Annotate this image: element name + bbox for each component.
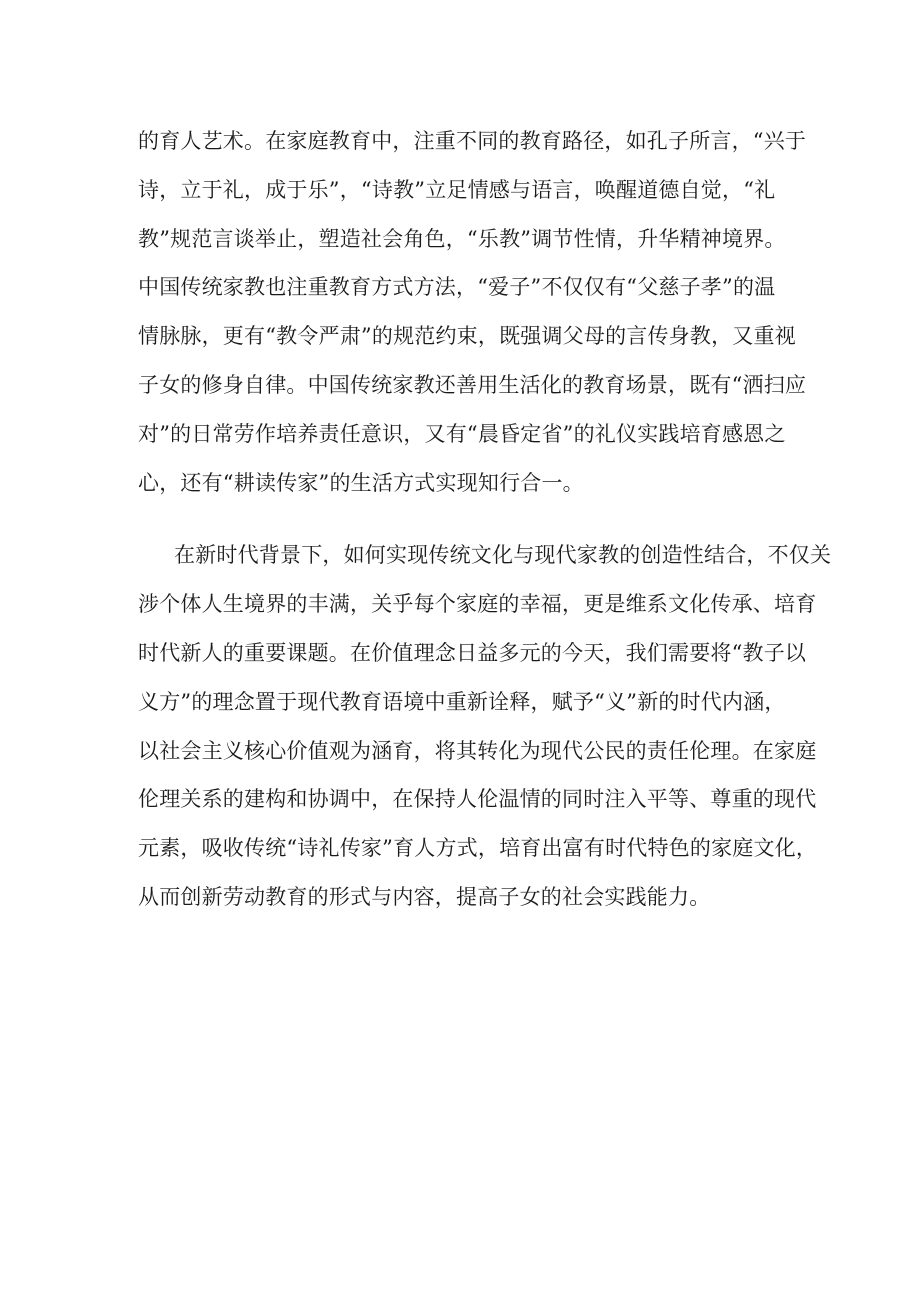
text-line: 子女的修身自律。中国传统家教还善用生活化的教育场景，既有“洒扫应 bbox=[138, 372, 807, 397]
text-line: 元素，吸收传统“诗礼传家”育人方式，培育出富有时代特色的家庭文化， bbox=[138, 836, 818, 861]
text-line: 涉个体人生境界的丰满，关乎每个家庭的幸福，更是维系文化传承、培育 bbox=[138, 592, 817, 617]
text-line-indented: 在新时代背景下，如何实现传统文化与现代家教的创造性结合，不仅关 bbox=[174, 543, 832, 568]
paragraph-1 bbox=[138, 117, 807, 507]
text-line: 教”规范言谈举止，塑造社会角色，“乐教”调节性情，升华精神境界。 bbox=[138, 226, 786, 251]
paragraph-2 bbox=[138, 531, 832, 921]
document-body bbox=[138, 117, 832, 922]
text-line: 时代新人的重要课题。在价值理念日益多元的今天，我们需要将“教子以 bbox=[138, 640, 807, 665]
text-line: 的育人艺术。在家庭教育中，注重不同的教育路径，如孔子所言，“兴于 bbox=[138, 129, 807, 153]
text-line: 情脉脉，更有“教令严肃”的规范约束，既强调父母的言传身教，又重视 bbox=[138, 324, 796, 349]
text-line: 伦理关系的建构和协调中，在保持人伦温情的同时注入平等、尊重的现代 bbox=[138, 787, 817, 812]
text-line: 对”的日常劳作培养责任意识，又有“晨昏定省”的礼仪实践培育感恩之 bbox=[138, 421, 786, 446]
text-line: 从而创新劳动教育的形式与内容，提高子女的社会实践能力。 bbox=[138, 884, 711, 909]
text-line: 义方”的理念置于现代教育语境中重新诠释，赋予“义”新的时代内涵， bbox=[138, 689, 786, 714]
text-line: 诗，立于礼，成于乐”，“诗教”立足情感与语言，唤醒道德自觉，“礼 bbox=[138, 177, 776, 202]
text-line: 心，还有“耕读传家”的生活方式实现知行合一。 bbox=[138, 470, 584, 495]
text-line: 以社会主义核心价值观为涵育，将其转化为现代公民的责任伦理。在家庭 bbox=[138, 738, 817, 763]
text-line: 中国传统家教也注重教育方式方法，“爱子”不仅仅有“父慈子孝”的温 bbox=[138, 275, 776, 300]
